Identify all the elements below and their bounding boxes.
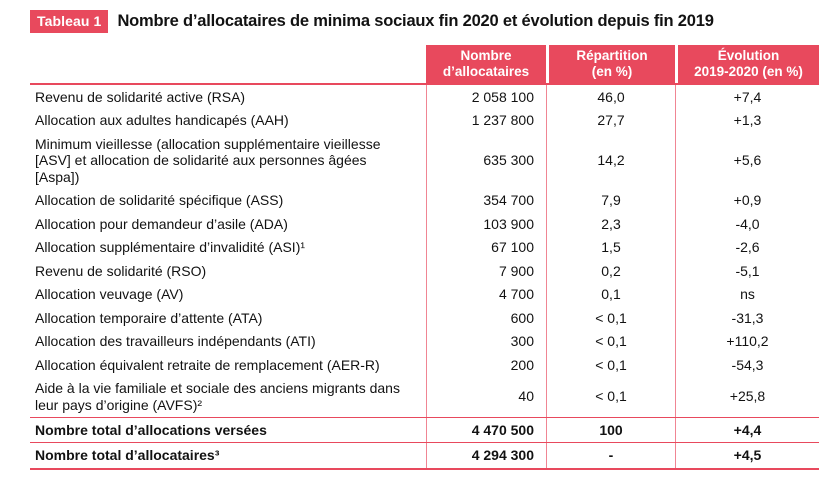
row-label: Revenu de solidarité active (RSA)	[35, 88, 246, 105]
share-cell: 46,0	[546, 85, 675, 109]
count-cell: 1 237 800	[426, 109, 546, 133]
table-caption	[30, 9, 819, 33]
table-row-total-allocations	[30, 417, 819, 443]
table-row	[30, 259, 819, 283]
evolution-cell: +110,2	[675, 330, 819, 354]
evolution-cell: +7,4	[675, 85, 819, 109]
table-number-badge: Tableau 1	[30, 10, 108, 33]
share-cell: -	[546, 443, 675, 468]
count-cell: 600	[426, 306, 546, 330]
count-cell: 4 700	[426, 283, 546, 307]
row-label: Nombre total d’allocations versées	[35, 421, 267, 438]
row-label: Aide à la vie familiale et sociale des anciens migrants dans leur pays d’origine (AVFS)²	[35, 380, 400, 413]
table-row	[30, 306, 819, 330]
count-cell: 635 300	[426, 132, 546, 189]
evolution-cell: +0,9	[675, 189, 819, 213]
evolution-cell: +1,3	[675, 109, 819, 133]
count-cell: 40	[426, 377, 546, 417]
table-row	[30, 330, 819, 354]
share-cell: 7,9	[546, 189, 675, 213]
column-header-count: Nombre d’allocataires	[426, 45, 546, 83]
table-row	[30, 189, 819, 213]
count-cell: 200	[426, 353, 546, 377]
count-cell: 4 470 500	[426, 418, 546, 443]
row-label: Allocation de solidarité spécifique (ASS)	[35, 192, 284, 208]
table-body	[30, 83, 819, 470]
evolution-cell: -2,6	[675, 236, 819, 260]
evolution-cell: -31,3	[675, 306, 819, 330]
count-cell: 7 900	[426, 259, 546, 283]
table-row	[30, 283, 819, 307]
data-table	[30, 45, 819, 470]
row-label: Nombre total d’allocataires³	[35, 447, 220, 463]
share-cell: 0,2	[546, 259, 675, 283]
table-row	[30, 132, 819, 189]
table-row	[30, 212, 819, 236]
share-cell: < 0,1	[546, 353, 675, 377]
evolution-cell: -4,0	[675, 212, 819, 236]
row-label: Allocation temporaire d’attente (ATA)	[35, 309, 263, 326]
count-cell: 67 100	[426, 236, 546, 260]
table-row	[30, 85, 819, 109]
row-label: Allocation des travailleurs indépendants (ATI)	[35, 333, 316, 349]
count-cell: 354 700	[426, 189, 546, 213]
count-cell: 103 900	[426, 212, 546, 236]
share-cell: 0,1	[546, 283, 675, 307]
table-row-total-allocataires	[30, 442, 819, 468]
page	[0, 9, 819, 491]
evolution-cell: +25,8	[675, 377, 819, 417]
share-cell: 27,7	[546, 109, 675, 133]
evolution-cell: -54,3	[675, 353, 819, 377]
table-row	[30, 109, 819, 133]
share-cell: < 0,1	[546, 306, 675, 330]
row-label: Allocation pour demandeur d’asile (ADA)	[35, 215, 288, 232]
table-row	[30, 353, 819, 377]
row-label: Allocation équivalent retraite de remplacement (AER-R)	[35, 356, 380, 373]
evolution-cell: -5,1	[675, 259, 819, 283]
share-cell: 14,2	[546, 132, 675, 189]
row-label: Allocation veuvage (AV)	[35, 286, 184, 302]
table-header-row	[30, 45, 819, 83]
evolution-cell: ns	[675, 283, 819, 307]
column-header-share: Répartition (en %)	[546, 45, 675, 83]
share-cell: 2,3	[546, 212, 675, 236]
count-cell: 300	[426, 330, 546, 354]
evolution-cell: +4,4	[675, 418, 819, 443]
evolution-cell: +4,5	[675, 443, 819, 468]
share-cell: < 0,1	[546, 330, 675, 354]
row-label: Allocation aux adultes handicapés (AAH)	[35, 112, 289, 128]
table-row	[30, 377, 819, 417]
count-cell: 4 294 300	[426, 443, 546, 468]
row-label: Minimum vieillesse (allocation supplémentaire vieillesse [ASV] et allocation de solidarité aux personnes âgées [Aspa])	[35, 135, 381, 185]
share-cell: < 0,1	[546, 377, 675, 417]
page-title: Nombre d’allocataires de minima sociaux fin 2020 et évolution depuis fin 2019	[117, 11, 714, 30]
table-row	[30, 236, 819, 260]
column-header-evolution: Évolution 2019-2020 (en %)	[675, 45, 819, 83]
count-cell: 2 058 100	[426, 85, 546, 109]
header-spacer	[30, 45, 426, 83]
share-cell: 1,5	[546, 236, 675, 260]
share-cell: 100	[546, 418, 675, 443]
row-label: Allocation supplémentaire d’invalidité (ASI)¹	[35, 239, 306, 255]
row-label: Revenu de solidarité (RSO)	[35, 262, 207, 279]
evolution-cell: +5,6	[675, 132, 819, 189]
